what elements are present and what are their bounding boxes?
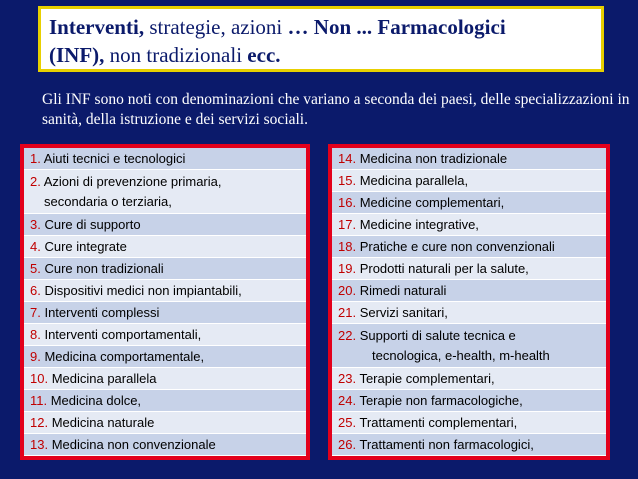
item-number: 19. [338, 261, 357, 276]
item-text: Medicina naturale [48, 415, 155, 430]
item-number: 24. [338, 393, 357, 408]
item-text: Medicina dolce, [47, 393, 142, 408]
list-item [24, 434, 306, 456]
title-part-4: (INF), [49, 43, 105, 67]
item-number: 1. [30, 151, 41, 166]
list-item [24, 170, 306, 214]
list-item [332, 192, 606, 214]
item-number: 25. [338, 415, 357, 430]
item-number: 17. [338, 217, 357, 232]
item-text: Medicina parallela, [356, 173, 469, 188]
list-item [332, 236, 606, 258]
item-number: 13. [30, 437, 49, 452]
item-text: Cure di supporto [40, 217, 141, 232]
list-item [24, 236, 306, 258]
list-item [332, 302, 606, 324]
list-item [332, 170, 606, 192]
item-number: 14. [338, 151, 357, 166]
list-item [24, 390, 306, 412]
list-item [332, 324, 606, 368]
title-part-6: ecc. [247, 43, 281, 67]
item-text: Cure non tradizionali [40, 261, 164, 276]
item-text: Medicina parallela [48, 371, 157, 386]
item-text: Servizi sanitari, [356, 305, 448, 320]
item-number: 26. [338, 437, 357, 452]
list-item [332, 390, 606, 412]
item-text: Dispositivi medici non impiantabili, [40, 283, 242, 298]
list-item [24, 258, 306, 280]
item-text: Aiuti tecnici e tecnologici [40, 151, 186, 166]
item-number: 16. [338, 195, 357, 210]
item-number: 12. [30, 415, 49, 430]
intro-text: Gli INF sono noti con denominazioni che variano a seconda dei paesi, delle specializzazioni in sanità, della istruzione e dei servizi sociali. [42, 91, 630, 128]
item-text-continued: secondaria o terziaria, [44, 194, 172, 209]
left-term-list [20, 144, 310, 460]
item-number: 4. [30, 239, 41, 254]
title-part-2: strategie, azioni [144, 15, 288, 39]
item-number: 15. [338, 173, 357, 188]
item-number: 20. [338, 283, 357, 298]
list-item [24, 302, 306, 324]
item-text: Pratiche e cure non convenzionali [356, 239, 555, 254]
list-item [24, 148, 306, 170]
item-number: 22. [338, 328, 357, 343]
item-text: Terapie complementari, [356, 371, 495, 386]
item-text: Interventi complessi [40, 305, 160, 320]
list-item [332, 434, 606, 456]
item-text: Cure integrate [40, 239, 127, 254]
item-text: Medicine complementari, [356, 195, 505, 210]
item-text: Rimedi naturali [356, 283, 447, 298]
item-number: 6. [30, 283, 41, 298]
item-text: Supporti di salute tecnica e [356, 328, 516, 343]
item-number: 23. [338, 371, 357, 386]
title-part-5: non tradizionali [104, 43, 248, 67]
list-item [24, 412, 306, 434]
item-text: Interventi comportamentali, [40, 327, 202, 342]
item-text: Medicina non convenzionale [48, 437, 216, 452]
list-item [24, 324, 306, 346]
list-item [332, 258, 606, 280]
list-item [332, 412, 606, 434]
item-text: Medicina comportamentale, [40, 349, 205, 364]
item-text: Trattamenti complementari, [356, 415, 518, 430]
list-item [24, 346, 306, 368]
list-item [332, 280, 606, 302]
title-part-1: Interventi, [49, 15, 145, 39]
list-item [332, 368, 606, 390]
item-number: 21. [338, 305, 357, 320]
item-text: Medicine integrative, [356, 217, 479, 232]
item-number: 3. [30, 217, 41, 232]
list-item [332, 148, 606, 170]
item-number: 5. [30, 261, 41, 276]
list-item [24, 214, 306, 236]
item-text-continued: tecnologica, e-health, m-health [372, 348, 550, 363]
item-text: Medicina non tradizionale [356, 151, 508, 166]
item-number: 8. [30, 327, 41, 342]
item-text: Trattamenti non farmacologici, [356, 437, 534, 452]
item-number: 11. [30, 393, 48, 408]
list-item [24, 368, 306, 390]
slide-title [38, 6, 604, 72]
list-item [24, 280, 306, 302]
item-text: Azioni di prevenzione primaria, [40, 174, 222, 189]
list-item [332, 214, 606, 236]
right-term-list [328, 144, 610, 460]
item-number: 18. [338, 239, 357, 254]
item-number: 10. [30, 371, 49, 386]
item-number: 7. [30, 305, 41, 320]
item-text: Terapie non farmacologiche, [356, 393, 523, 408]
item-number: 2. [30, 174, 41, 189]
item-text: Prodotti naturali per la salute, [356, 261, 529, 276]
item-number: 9. [30, 349, 41, 364]
title-part-3: … Non ... Farmacologici [287, 15, 506, 39]
